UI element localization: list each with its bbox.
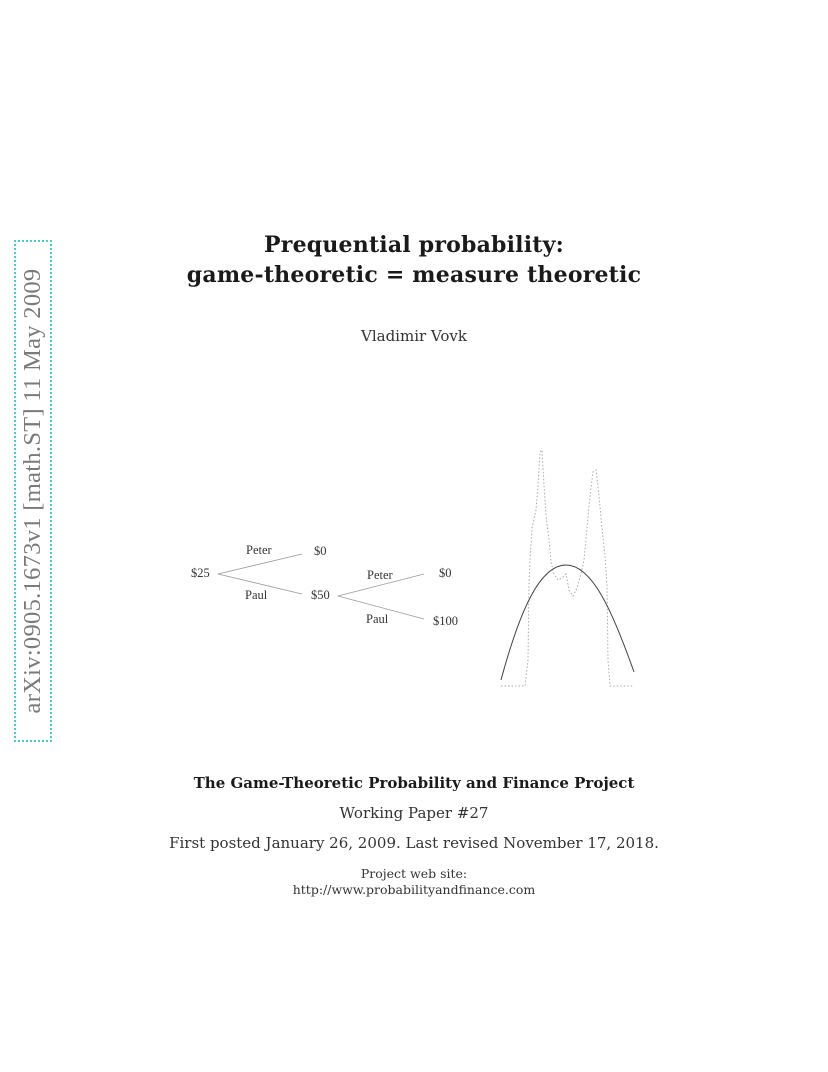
arxiv-identifier: arXiv:0905.1673v1 [math.ST] 11 May 2009: [19, 268, 46, 714]
project-name: The Game-Theoretic Probability and Finance Project: [193, 774, 635, 792]
tree-payoff-fifty: $50: [311, 588, 330, 602]
tree-payoff-zero-1: $0: [314, 544, 327, 558]
solid-bell-curve: [501, 565, 634, 680]
tree-label-paul-2: Paul: [366, 612, 389, 626]
dotted-density-curve: [501, 450, 634, 686]
author-name: Vladimir Vovk: [361, 327, 467, 345]
web-site-url: http://www.probabilityandfinance.com: [292, 882, 536, 897]
paper-title-line-2: game-theoretic = measure theoretic: [186, 262, 642, 288]
working-paper-number: Working Paper #27: [339, 804, 489, 822]
tree-label-peter-1: Peter: [246, 543, 272, 557]
posting-dates: First posted January 26, 2009. Last revised November 17, 2018.: [169, 834, 659, 852]
web-site-label: Project web site:: [360, 866, 468, 881]
tree-root-amount: $25: [191, 566, 210, 580]
tree-payoff-hundred: $100: [433, 614, 458, 628]
paper-title-line-1: Prequential probability:: [264, 232, 564, 258]
tree-payoff-zero-2: $0: [439, 566, 452, 580]
tree-label-paul-1: Paul: [245, 588, 268, 602]
tree-label-peter-2: Peter: [367, 568, 393, 582]
